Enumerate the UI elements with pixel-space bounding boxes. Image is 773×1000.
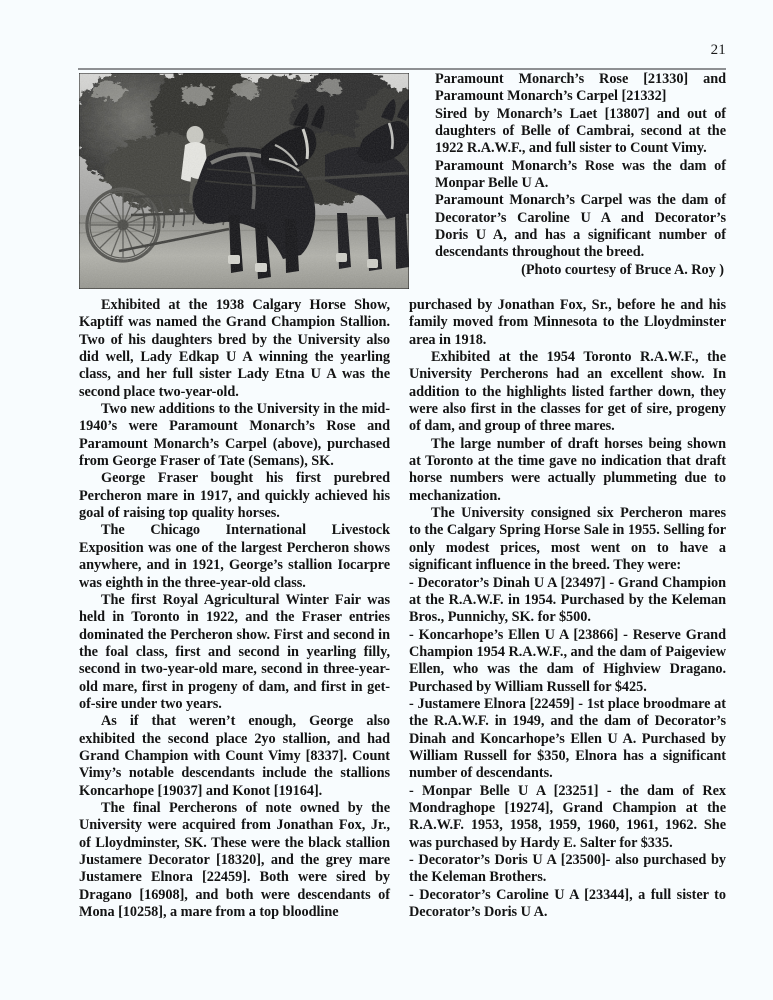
paragraph: The Chicago International Livestock Exposition was one of the largest Percheron shows anywhere, and in 1921, George’s stallion Iocarpre was eighth in the three-year-old class. <box>79 522 390 591</box>
photograph <box>79 73 409 289</box>
photograph-image <box>79 73 409 289</box>
right-column-top-text <box>435 71 726 279</box>
paragraph: purchased by Jonathan Fox, Sr., before he and his family moved from Minnesota to the Lloydminster area in 1918. <box>409 297 726 348</box>
list-item: - Decorator’s Caroline U A [23344], a full sister to Decorator’s Doris U A. <box>409 886 726 921</box>
paragraph: The final Percherons of note owned by the University were acquired from Jonathan Fox, Jr., of Lloydminster, SK. These were the black stallion Justamere Decorator [18320], and the grey mare Justamere Elnora [22459]. Both were sired by Dragano [16908], and both were descendants of Mona [10258], a mare from a top bloodline <box>79 799 390 921</box>
paragraph: Paramount Monarch’s Carpel was the dam of Decorator’s Caroline U A and Decorator’s Doris U A, and has a significant number of descendants throughout the breed. <box>435 192 726 261</box>
paragraph: The University consigned six Percheron mares to the Calgary Spring Horse Sale in 1955. Selling for only modest prices, most went on to have a significant influence in the breed. They were: <box>409 505 726 574</box>
list-item: - Monpar Belle U A [23251] - the dam of Rex Mondraghope [19274], Grand Champion at the R.A.W.F. 1953, 1958, 1959, 1960, 1961, 1962. She was purchased by Hardy E. Salter for $335. <box>409 782 726 851</box>
right-column-text <box>409 297 726 921</box>
paragraph: Two new additions to the University in the mid-1940’s were Paramount Monarch’s Rose and Paramount Monarch’s Carpel (above), purchased from George Fraser of Tate (Semans), SK. <box>79 401 390 470</box>
paragraph: Exhibited at the 1954 Toronto R.A.W.F., the University Percherons had an excellent show. In addition to the highlights listed farther down, they were also first in the classes for get of sire, progeny of dam, and group of three mares. <box>409 349 726 435</box>
list-item: - Decorator’s Doris U A [23500]- also purchased by the Keleman Brothers. <box>409 852 726 886</box>
header-rule <box>78 68 726 70</box>
paragraph: The large number of draft horses being shown at Toronto at the time gave no indication that draft horse numbers were actually plummeting due to mechanization. <box>409 435 726 504</box>
left-column-text <box>79 297 390 921</box>
paragraph: Exhibited at the 1938 Calgary Horse Show, Kaptiff was named the Grand Champion Stallion. Two of his daughters bred by the University also did well, Lady Edkap U A winning the yearling class, and her full sister Lady Etna U A was the second place two-year-old. <box>79 297 390 400</box>
paragraph: The first Royal Agricultural Winter Fair was held in Toronto in 1922, and the Fraser entries dominated the Percheron show. First and second in the foal class, first and second in yearling filly, second in two-year-old mare, second in three-year-old mare, first in progeny of dam, and first in get-of-sire under two years. <box>79 591 390 712</box>
paragraph: Paramount Monarch’s Rose was the dam of Monpar Belle U A. <box>435 157 726 192</box>
list-item: - Koncarhope’s Ellen U A [23866] - Reserve Grand Champion 1954 R.A.W.F., and the dam of Paigeview Ellen, who was the dam of Highview Dragano. Purchased by William Russell for $425. <box>409 626 726 695</box>
paragraph: Sired by Monarch’s Laet [13807] and out of daughters of Belle of Cambrai, second at the 1922 R.A.W.F., and full sister to Count Vimy. <box>435 105 726 157</box>
photo-caption: (Photo courtesy of Bruce A. Roy ) <box>521 261 724 278</box>
list-item: - Decorator’s Dinah U A [23497] - Grand Champion at the R.A.W.F. in 1954. Purchased by the Keleman Bros., Punnichy, SK. for $500. <box>409 574 726 626</box>
list-item: - Justamere Elnora [22459] - 1st place broodmare at the R.A.W.F. in 1949, and the dam of Decorator’s Dinah and Koncarhope’s Ellen U A. Purchased by William Russell for $350, Elnora has a significant number of descendants. <box>409 695 726 782</box>
paragraph: Paramount Monarch’s Rose [21330] and Paramount Monarch’s Carpel [21332] <box>435 71 726 105</box>
page-number: 21 <box>710 42 726 58</box>
paragraph: As if that weren’t enough, George also exhibited the second place 2yo stallion, and had Grand Champion with Count Vimy [8337]. Count Vimy’s notable descendants include the stallions Koncarhope [19037] and Konot [19164]. <box>79 713 390 799</box>
paragraph: George Fraser bought his first purebred Percheron mare in 1917, and quickly achieved his goal of raising top quality horses. <box>79 470 390 522</box>
